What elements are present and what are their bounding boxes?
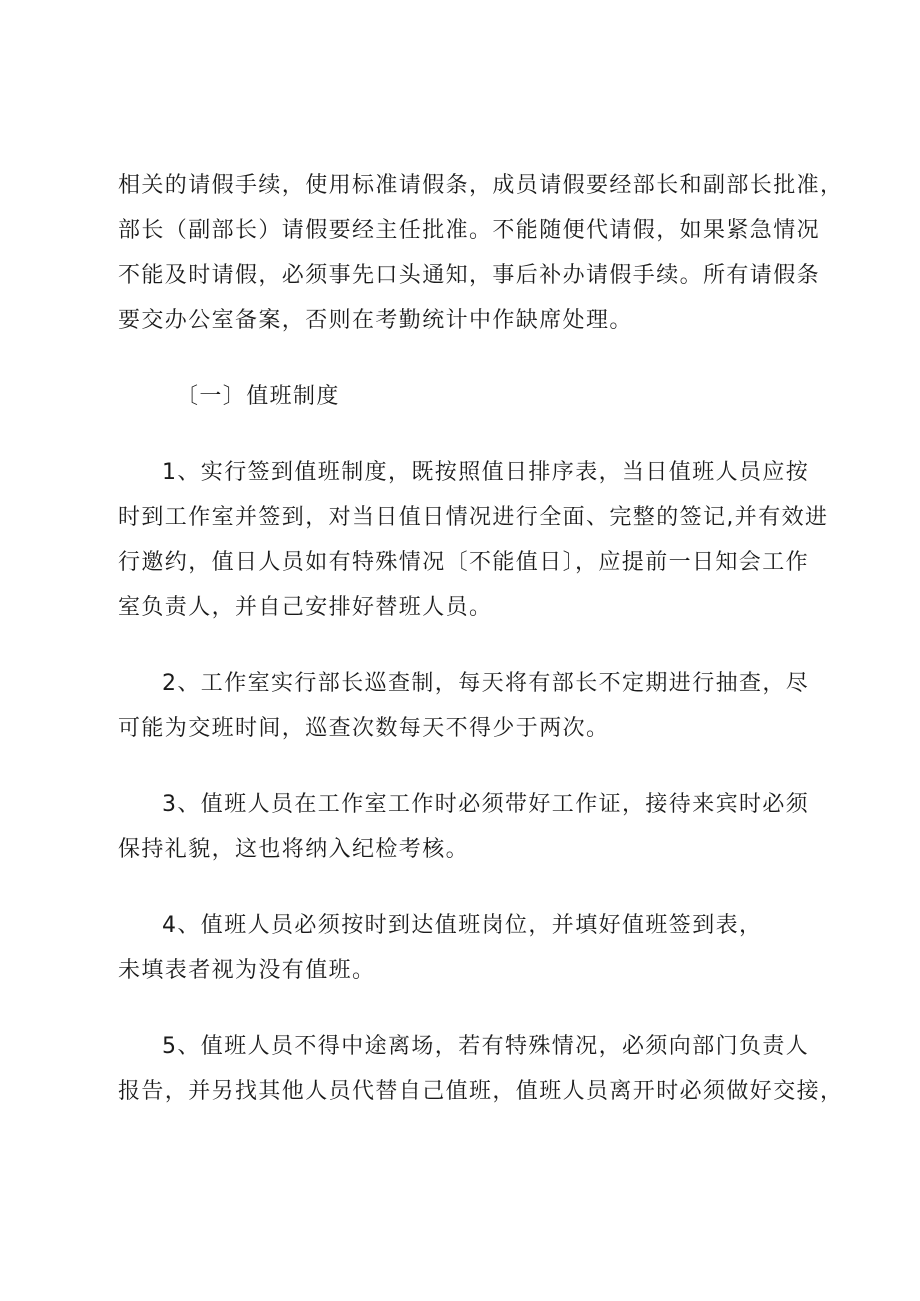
- paragraph-line: 报告，并另找其他人员代替自己值班，值班人员离开时必须做好交接，: [118, 1079, 844, 1104]
- paragraph-line: 可能为交班时间，巡查次数每天不得少于两次。: [118, 716, 610, 741]
- paragraph-line: 3、值班人员在工作室工作时必须带好工作证，接待来宾时必须: [162, 792, 810, 817]
- paragraph-line: 时到工作室并签到，对当日值日情况进行全面、完整的签记,并有效进: [118, 505, 829, 530]
- paragraph-line: 室负责人，并自己安排好替班人员。: [118, 595, 493, 620]
- paragraph-line: 部长（副部长）请假要经主任批准。不能随便代请假，如果紧急情况: [118, 218, 821, 243]
- paragraph-line: 未填表者视为没有值班。: [118, 958, 376, 983]
- paragraph-line: 5、值班人员不得中途离场，若有特殊情况，必须向部门负责人: [162, 1034, 810, 1059]
- paragraph-line: 相关的请假手续，使用标准请假条，成员请假要经部长和副部长批准，: [118, 173, 844, 198]
- paragraph-line: 要交办公室备案，否则在考勤统计中作缺席处理。: [118, 308, 633, 333]
- section-heading: 〔一〕值班制度: [176, 384, 340, 409]
- paragraph-line: 行邀约，值日人员如有特殊情况〔不能值日〕，应提前一日知会工作: [118, 550, 810, 575]
- paragraph-line: 2、工作室实行部长巡查制，每天将有部长不定期进行抽查，尽: [162, 671, 810, 696]
- paragraph-line: 保持礼貌，这也将纳入纪检考核。: [118, 837, 470, 862]
- paragraph-line: 4、值班人员必须按时到达值班岗位，并填好值班签到表，: [162, 913, 763, 938]
- paragraph-line: 1、实行签到值班制度，既按照值日排序表，当日值班人员应按: [162, 460, 810, 485]
- paragraph-line: 不能及时请假，必须事先口头通知，事后补办请假手续。所有请假条: [118, 263, 821, 288]
